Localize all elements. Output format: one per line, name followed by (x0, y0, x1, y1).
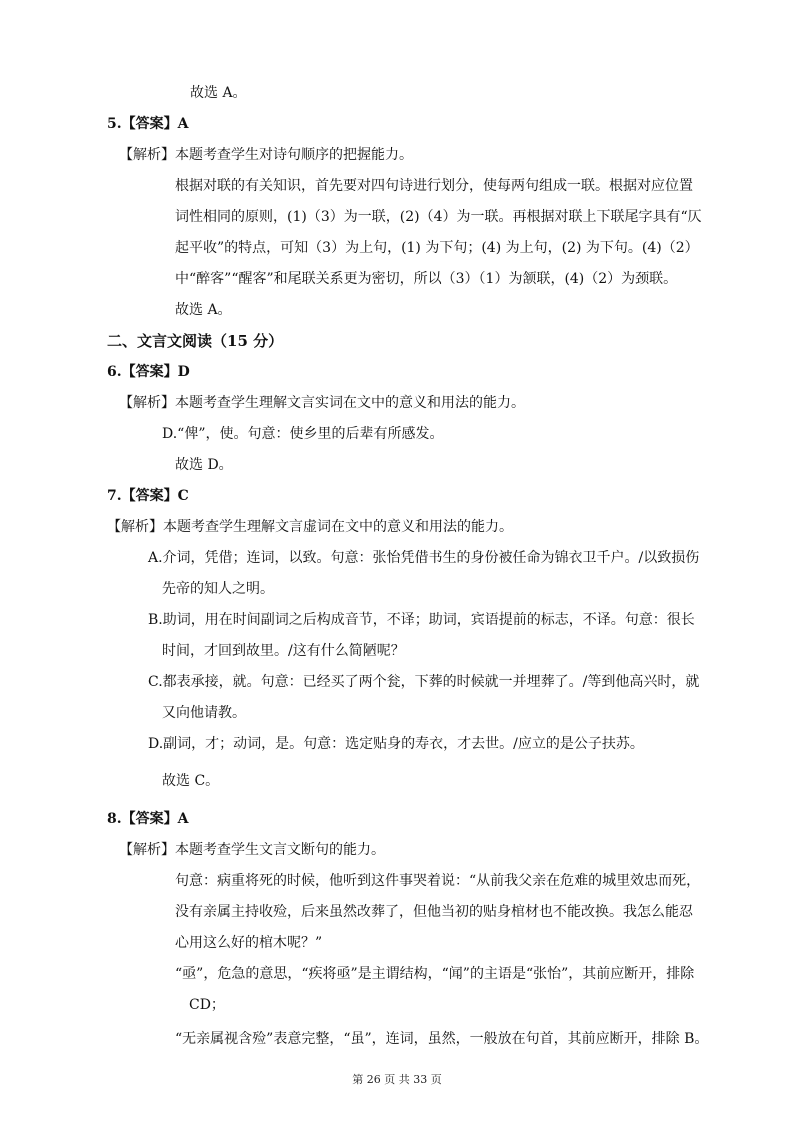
text-line: 故选 C。 (162, 773, 220, 789)
text-line: D.副词，才；动词，是。句意：选定贴身的寿衣，才去世。/应立的是公子扶苏。 (148, 736, 644, 752)
text-line: 先帝的知人之明。 (162, 581, 274, 597)
text-line: CD； (189, 997, 225, 1013)
text-line: 句意：病重将死的时候，他听到这件事哭着说：“从前我父亲在危难的城里效忠而死， (175, 873, 701, 889)
text-line: A.介词，凭借；连词，以致。句意：张怡凭借书生的身份被任命为锦衣卫千户。/以致损伤 (148, 550, 700, 566)
text-line: “亟”，危急的意思，“疾将亟”是主谓结构，“闻”的主语是“张怡”，其前应断开，排除 (175, 966, 695, 982)
analysis-line: 【解析】本题考查学生对诗句顺序的把握能力。 (119, 147, 413, 163)
analysis-line: 【解析】本题考查学生理解文言实词在文中的意义和用法的能力。 (119, 395, 525, 411)
answer-heading-6: 6.【答案】D (107, 364, 190, 380)
text-line: 故选 A。 (175, 302, 232, 318)
text-line: 故选 D。 (175, 457, 233, 473)
analysis-line: 【解析】本题考查学生文言文断句的能力。 (119, 842, 385, 858)
answer-heading-8: 8.【答案】A (107, 811, 189, 827)
text-line: 心用这么好的棺木呢？” (175, 935, 323, 951)
text-line: 没有亲属主持收殓，后来虽然改葬了，但他当初的贴身棺材也不能改换。我怎么能忍 (175, 904, 693, 920)
text-line: 根据对联的有关知识，首先要对四句诗进行划分，使每两句组成一联。根据对应位置 (175, 178, 693, 194)
text-line: 起平收”的特点，可知（3）为上句，(1) 为下句；(4) 为上句，(2) 为下句。(4)（2） (175, 240, 699, 256)
answer-heading-5: 5.【答案】A (107, 116, 189, 132)
text-line: 中“醉客”“醒客”和尾联关系更为密切，所以（3）（1）为颔联，(4)（2）为颈联。 (175, 271, 678, 287)
text-line: “无亲属视含殓”表意完整，“虽”，连词，虽然，一般放在句首，其前应断开，排除 B。 (175, 1031, 709, 1047)
page-footer: 第 26 页 共 33 页 (352, 1073, 442, 1086)
text-line: 词性相同的原则，(1)（3）为一联，(2)（4）为一联。再根据对联上下联尾字具有“仄 (175, 209, 702, 225)
text-line: D.“俾”，使。句意：使乡里的后辈有所感发。 (162, 426, 444, 442)
text-line: C.都表承接，就。句意：已经买了两个瓮，下葬的时候就一并埋葬了。/等到他高兴时，就 (148, 674, 700, 690)
answer-heading-7: 7.【答案】C (107, 488, 189, 504)
text-line: 时间，才回到故里。/这有什么简陋呢？ (162, 643, 405, 659)
text-line: 故选 A。 (190, 85, 247, 101)
section-title: 二、文言文阅读（15 分） (107, 332, 284, 350)
text-line: 又向他请教。 (162, 705, 246, 721)
analysis-line: 【解析】本题考查学生理解文言虚词在文中的意义和用法的能力。 (107, 519, 513, 535)
text-line: B.助词，用在时间副词之后构成音节，不译；助词，宾语提前的标志，不译。句意：很长 (148, 612, 695, 628)
